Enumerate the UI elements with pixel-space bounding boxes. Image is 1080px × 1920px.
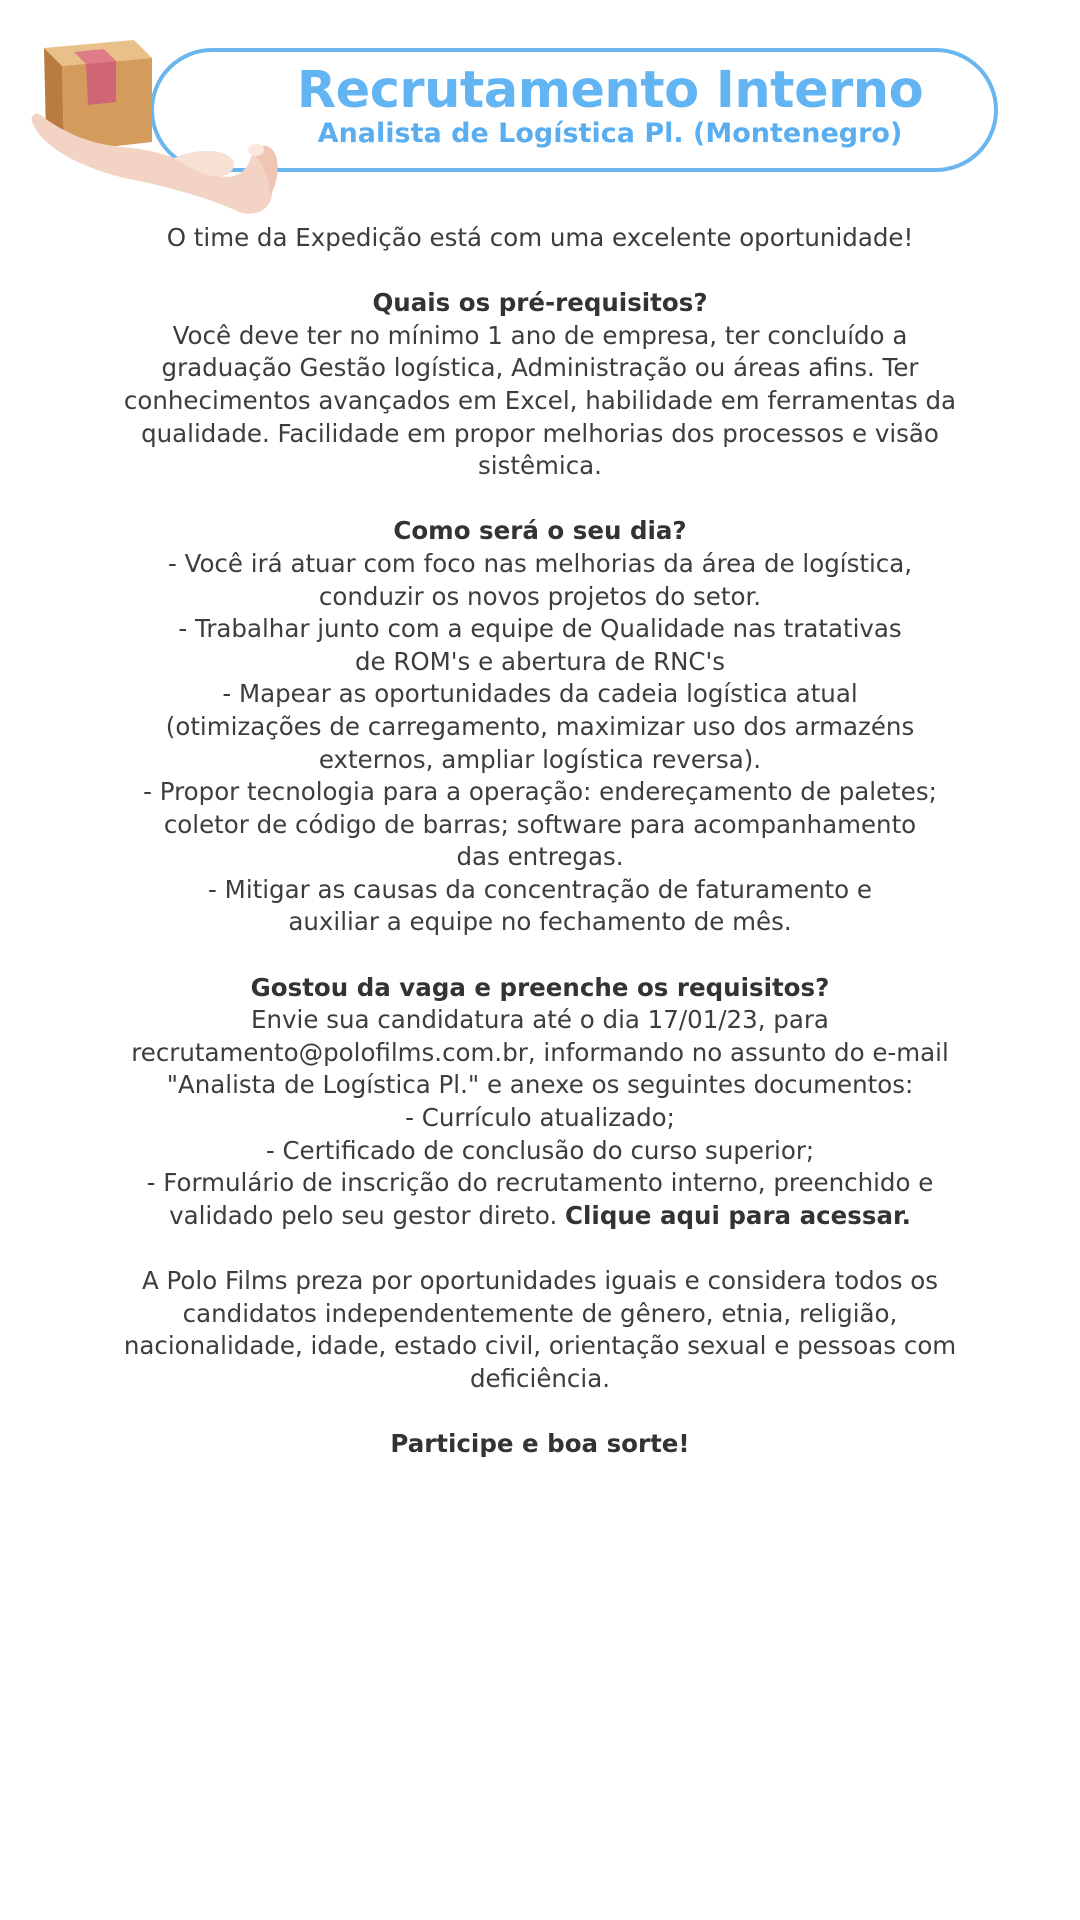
day-line: - Trabalhar junto com a equipe de Qualidade nas tratativas (178, 614, 902, 644)
apply-line: - Currículo atualizado; (405, 1103, 675, 1133)
day-line: de ROM's e abertura de RNC's (354, 646, 726, 676)
day-line: - Você irá atuar com foco nas melhorias da área de logística, (167, 548, 913, 578)
day-line: conduzir os novos projetos do setor. (318, 581, 762, 611)
day-line: coletor de código de barras; software para acompanhamento (163, 809, 917, 839)
closing-text: Participe e boa sorte! (390, 1428, 690, 1458)
day-line: externos, ampliar logística reversa). (318, 744, 762, 774)
form-access-link[interactable]: Clique aqui para acessar. (565, 1200, 911, 1230)
day-line: - Mitigar as causas da concentração de faturamento e (208, 874, 872, 904)
requirements-line: conhecimentos avançados em Excel, habilidade em ferramentas da (123, 385, 957, 415)
day-line: - Propor tecnologia para a operação: endereçamento de paletes; (143, 777, 937, 807)
apply-line: recrutamento@polofilms.com.br, informando no assunto do e-mail (131, 1037, 949, 1067)
apply-line: - Formulário de inscrição do recrutamento interno, preenchido e (146, 1168, 934, 1198)
job-description (60, 222, 1020, 1461)
apply-line-text: validado pelo seu gestor direto. (169, 1200, 566, 1230)
day-heading: Como será o seu dia? (393, 516, 687, 546)
day-line: (otimizações de carregamento, maximizar uso dos armazéns (165, 711, 915, 741)
diversity-line: nacionalidade, idade, estado civil, orientação sexual e pessoas com (123, 1331, 957, 1361)
day-line: - Mapear as oportunidades da cadeia logística atual (222, 679, 858, 709)
intro-text: O time da Expedição está com uma excelente oportunidade! (166, 223, 914, 252)
apply-line: "Analista de Logística Pl." e anexe os seguintes documentos: (166, 1070, 914, 1100)
requirements-line: Você deve ter no mínimo 1 ano de empresa, ter concluído a (172, 320, 908, 350)
day-line: auxiliar a equipe no fechamento de mês. (288, 907, 792, 937)
diversity-line: A Polo Films preza por oportunidades iguais e considera todos os (141, 1266, 939, 1295)
diversity-line: candidatos independentemente de gênero, etnia, religião, (182, 1298, 898, 1328)
requirements-line: qualidade. Facilidade em propor melhorias dos processos e visão (141, 418, 939, 448)
page-title: Recrutamento Interno (296, 61, 924, 120)
apply-heading: Gostou da vaga e preenche os requisitos? (250, 972, 830, 1002)
apply-line-last (60, 1200, 1020, 1233)
apply-line: Envie sua candidatura até o dia 17/01/23, para (251, 1005, 829, 1035)
diversity-line: deficiência. (469, 1363, 610, 1393)
header (0, 0, 1080, 215)
page-subtitle: Analista de Logística Pl. (Montenegro) (317, 118, 903, 149)
apply-line: - Certificado de conclusão do curso superior; (265, 1135, 815, 1165)
day-line: das entregas. (456, 842, 624, 872)
requirements-line: sistêmica. (478, 451, 602, 481)
requirements-line: graduação Gestão logística, Administração ou áreas afins. Ter (161, 353, 919, 383)
requirements-heading: Quais os pré-requisitos? (372, 288, 708, 318)
